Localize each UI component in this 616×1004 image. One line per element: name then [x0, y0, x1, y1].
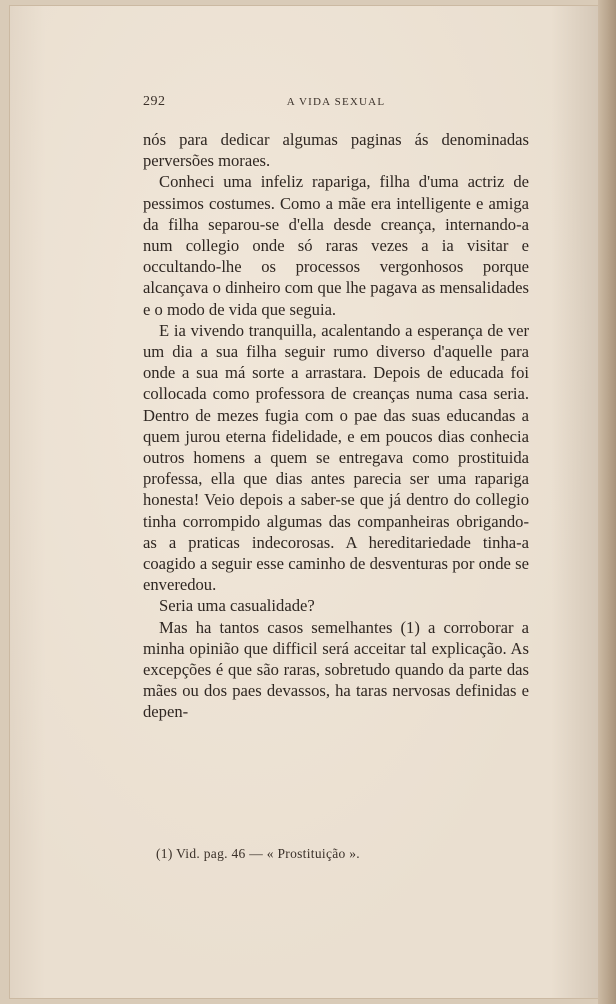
paragraph: Seria uma casualidade?	[159, 596, 315, 616]
page-header	[143, 94, 529, 114]
page-edge	[598, 0, 616, 1004]
paragraph: Mas ha tantos casos semelhantes (1) a corroborar a minha opinião que difficil será acceitar tal explicação. As excepções é que são raras, sobretudo quando da parte das mães ou dos paes devassos, ha taras nervosas definidas e depen-	[143, 617, 529, 722]
paragraph: Conheci uma infeliz rapariga, filha d'uma actriz de pessimos costumes. Como a mãe era intelligente e amiga da filha separou-se d'ella desde creança, internando-a num collegio onde só raras vezes a ia visitar e occultando-lhe os processos vergonhosos porque alcançava o dinheiro com que lhe pagava as mensalidades e o modo de vida que seguia.	[143, 172, 529, 319]
paragraph: E ia vivendo tranquilla, acalentando a esperança de ver um dia a sua filha seguir rumo diverso d'aquelle para onde a sua má sorte a arrastara. Depois de educada foi collocada como professora de creanças numa casa seria. Dentro de mezes fugia com o pae das suas educandas a quem jurou eterna fidelidade, e em poucos dias conhecia outros homens a quem se entregava como prostituida professa, ella que dias antes parecia ser uma rapariga honesta! Veio depois a saber-se que já dentro do collegio tinha corrompido algumas das companheiras obrigando-as a praticas indecorosas. A hereditariedade tinha-a coagido a seguir esse caminho de desventuras por onde se enveredou.	[143, 320, 529, 595]
body-text	[143, 129, 529, 723]
footnote: (1) Vid. pag. 46 — « Prostituição ».	[156, 846, 360, 861]
paragraph-continuation: nós para dedicar algumas paginas ás denominadas perversões moraes.	[143, 130, 529, 171]
page-number: 292	[143, 94, 166, 109]
running-title: A VIDA SEXUAL	[286, 96, 386, 108]
